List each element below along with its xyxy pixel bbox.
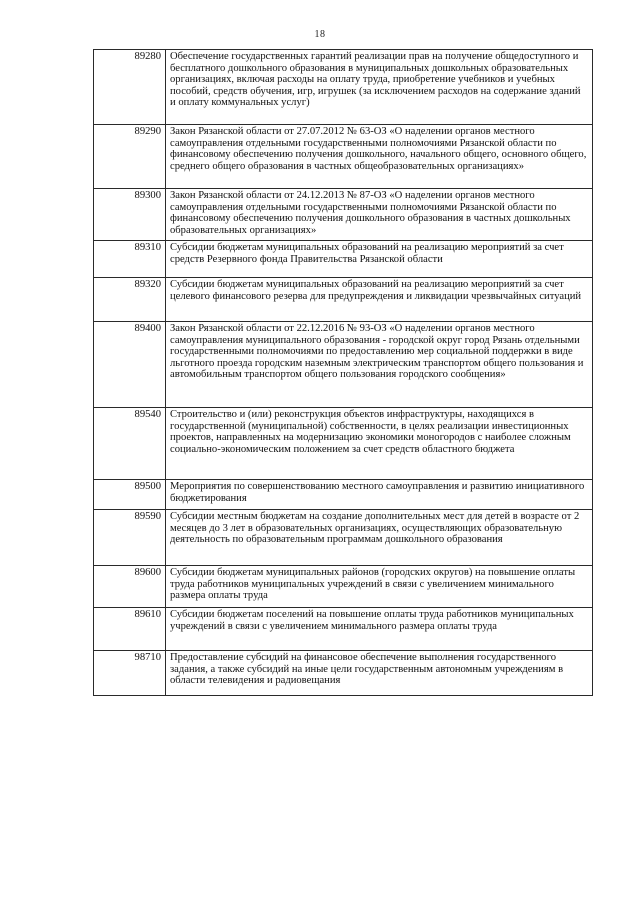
table-row xyxy=(94,241,593,278)
row-description: Мероприятия по совершенствованию местного самоуправления и развитию инициативного бюджетирования xyxy=(166,480,593,510)
row-code: 89500 xyxy=(94,480,166,510)
row-description: Субсидии бюджетам муниципальных районов (городских округов) на повышение оплаты труда работников муниципальных учреждений в связи с увеличением минимального размера оплаты труда xyxy=(166,566,593,608)
row-description: Обеспечение государственных гарантий реализации прав на получение общедоступного и бесплатного дошкольного образования в муниципальных дошкольных образовательных организациях, включая расходы на оплату труда, приобретение учебников и учебных пособий, средств обучения, игр, игрушек (за исключением расходов на содержание зданий и оплату коммунальных услуг) xyxy=(166,50,593,125)
row-code: 89290 xyxy=(94,125,166,189)
row-code: 89400 xyxy=(94,322,166,408)
row-description: Субсидии бюджетам муниципальных образований на реализацию мероприятий за счет средств Резервного фонда Правительства Рязанской области xyxy=(166,241,593,278)
row-description: Закон Рязанской области от 22.12.2016 № 93-ОЗ «О наделении органов местного самоуправления муниципального образования - городской округ город Рязань отдельными государственными полномочиями по предоставлению мер социальной поддержки в виде льготного проезда городским наземным электрическим транспортом общего пользования и автомобильным транспортом общего пользования городского сообщения» xyxy=(166,322,593,408)
table-row xyxy=(94,189,593,241)
table-row xyxy=(94,608,593,651)
budget-code-table xyxy=(93,49,593,696)
row-description: Строительство и (или) реконструкция объектов инфраструктуры, находящихся в государственной (муниципальной) собственности, в целях реализации инвестиционных проектов, направленных на модернизацию экономики моногородов с наиболее сложным социально-экономическим положением за счет средств областного бюджета xyxy=(166,408,593,480)
table-row xyxy=(94,322,593,408)
row-code: 89600 xyxy=(94,566,166,608)
row-code: 89610 xyxy=(94,608,166,651)
row-description: Субсидии местным бюджетам на создание дополнительных мест для детей в возрасте от 2 месяцев до 3 лет в образовательных организациях, осуществляющих образовательную деятельность по образовательным программам дошкольного образования xyxy=(166,510,593,566)
table-row xyxy=(94,480,593,510)
row-code: 98710 xyxy=(94,651,166,696)
row-code: 89540 xyxy=(94,408,166,480)
table-row xyxy=(94,651,593,696)
row-code: 89280 xyxy=(94,50,166,125)
table-row xyxy=(94,125,593,189)
table-row xyxy=(94,278,593,322)
row-code: 89300 xyxy=(94,189,166,241)
table-row xyxy=(94,566,593,608)
page-number: 18 xyxy=(314,29,326,40)
table-row xyxy=(94,408,593,480)
table-row xyxy=(94,510,593,566)
row-description: Субсидии бюджетам муниципальных образований на реализацию мероприятий за счет целевого финансового резерва для предупреждения и ликвидации чрезвычайных ситуаций xyxy=(166,278,593,322)
row-code: 89310 xyxy=(94,241,166,278)
row-description: Субсидии бюджетам поселений на повышение оплаты труда работников муниципальных учреждений в связи с увеличением минимального размера оплаты труда xyxy=(166,608,593,651)
row-description: Закон Рязанской области от 27.07.2012 № 63-ОЗ «О наделении органов местного самоуправления отдельными государственными полномочиями Рязанской области по финансовому обеспечению получения дошкольного, начального общего, основного общего, среднего общего образования в частных общеобразовательных организациях» xyxy=(166,125,593,189)
row-description: Закон Рязанской области от 24.12.2013 № 87-ОЗ «О наделении органов местного самоуправления отдельными государственными полномочиями Рязанской области по финансовому обеспечению получения дошкольного образования в частных дошкольных образовательных организациях» xyxy=(166,189,593,241)
row-code: 89320 xyxy=(94,278,166,322)
row-description: Предоставление субсидий на финансовое обеспечение выполнения государственного задания, а также субсидий на иные цели государственным автономным учреждениям в области телевидения и радиовещания xyxy=(166,651,593,696)
table-row xyxy=(94,50,593,125)
row-code: 89590 xyxy=(94,510,166,566)
